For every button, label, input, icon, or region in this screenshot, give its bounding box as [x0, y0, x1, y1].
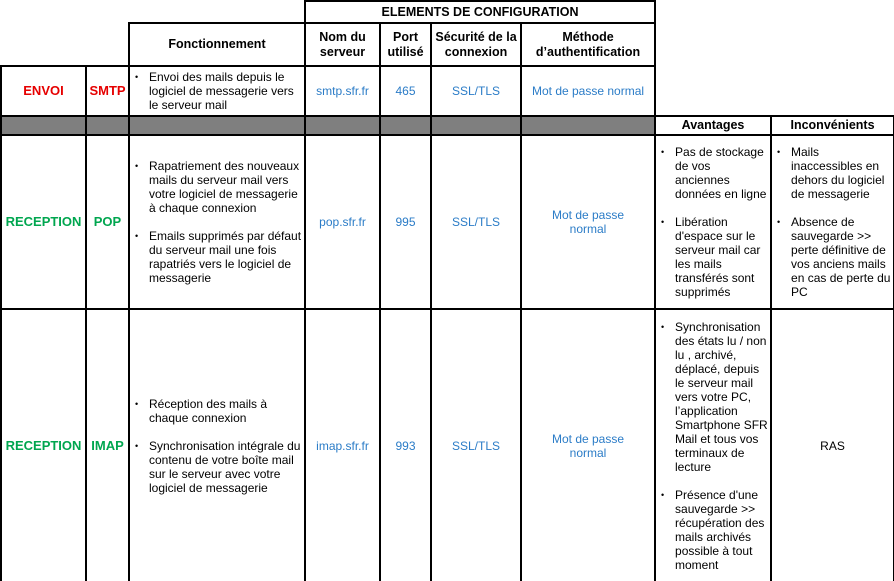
list-item: [132, 397, 302, 425]
empty-cell: [655, 66, 894, 116]
list-item: [658, 145, 768, 201]
col-header-fonctionnement: Fonctionnement: [129, 23, 305, 66]
bullet-icon: •: [135, 440, 139, 451]
list-item-text: Rapatriement des nouveaux mails du serveur mail vers votre logiciel de messagerie à chaque connexion: [149, 159, 300, 215]
row-pop-securite: SSL/TLS: [431, 135, 521, 309]
config-section-title: ELEMENTS DE CONFIGURATION: [305, 1, 655, 23]
list-item-text: Présence d'une sauvegarde >> récupération des mails archivés possible à tout moment: [675, 487, 765, 572]
list-item-text: Réception des mails à chaque connexion: [149, 396, 268, 425]
separator-bar: [380, 116, 431, 135]
list-item-text: Absence de sauvegarde >> perte définitive de vos anciens mails en cas de perte du PC: [791, 215, 891, 299]
col-header-port: Port utilisé: [380, 23, 431, 66]
row-pop-port: 995: [380, 135, 431, 309]
row-smtp-securite: SSL/TLS: [431, 66, 521, 116]
bullet-icon: •: [135, 398, 139, 409]
list-item: [774, 145, 891, 201]
separator-bar: [1, 116, 86, 135]
bullet-icon: •: [777, 217, 781, 227]
col-header-inconvenients: Inconvénients: [771, 116, 894, 135]
row-pop-protocol: POP: [86, 135, 129, 309]
row-smtp-port: 465: [380, 66, 431, 116]
separator-bar: [129, 116, 305, 135]
list-item-text: Mails inaccessibles en dehors du logiciel de messagerie: [791, 145, 885, 201]
separator-bar: [521, 116, 655, 135]
bullet-icon: •: [135, 161, 139, 171]
separator-bar: [305, 116, 380, 135]
methode-value: Mot de passe normal: [551, 431, 625, 460]
row-pop-avantages: [655, 135, 771, 309]
row-smtp-protocol: SMTP: [86, 66, 129, 116]
row-pop-fonctionnement: [129, 135, 305, 309]
bullet-icon: •: [777, 147, 781, 157]
row-imap-direction: RECEPTION: [1, 309, 86, 581]
empty-top-right: [655, 1, 894, 23]
list-item-text: Envoi des mails depuis le logiciel de messagerie vers le serveur mail: [149, 70, 294, 112]
col-header-nom-serveur: Nom du serveur: [305, 23, 380, 66]
row-imap-securite: SSL/TLS: [431, 309, 521, 581]
empty-cell: [655, 23, 894, 66]
row-imap-port: 993: [380, 309, 431, 581]
list-item-text: Emails supprimés par défaut du serveur mail une fois rapatriés vers le logiciel de messagerie: [149, 229, 302, 285]
row-imap-methode: [521, 309, 655, 581]
list-item-text: Synchronisation intégrale du contenu de votre boîte mail sur le serveur avec votre logiciel de messagerie: [149, 438, 301, 495]
row-pop-direction: RECEPTION: [1, 135, 86, 309]
list-item-text: Libération d'espace sur le serveur mail car les mails transférés sont supprimés: [675, 215, 761, 299]
row-imap-fonctionnement: [129, 309, 305, 581]
row-imap-serveur: imap.sfr.fr: [305, 309, 380, 581]
methode-value: Mot de passe normal: [551, 208, 625, 236]
separator-bar: [86, 116, 129, 135]
row-smtp-fonctionnement: [129, 66, 305, 116]
bullet-icon: •: [135, 231, 139, 241]
list-item: [658, 320, 768, 474]
row-pop-methode: [521, 135, 655, 309]
bullet-icon: •: [661, 321, 665, 332]
list-item: [132, 70, 302, 112]
bullet-icon: •: [661, 217, 665, 227]
row-pop-inconvenients: [771, 135, 894, 309]
list-item: [658, 215, 768, 299]
bullet-icon: •: [661, 147, 665, 157]
row-imap-inconvenients: RAS: [771, 309, 894, 581]
col-header-methode: Méthode d’authentification: [521, 23, 655, 66]
bullet-icon: •: [661, 489, 665, 500]
row-smtp-serveur: smtp.sfr.fr: [305, 66, 380, 116]
col-header-avantages: Avantages: [655, 116, 771, 135]
row-smtp-methode: Mot de passe normal: [521, 66, 655, 116]
bullet-icon: •: [135, 72, 139, 82]
list-item-text: Synchronisation des états lu / non lu , archivé, déplacé, depuis le serveur mail vers votre PC, l’application Smartphone SFR Mail et tous vos terminaux de lecture: [675, 319, 768, 474]
list-item-text: Pas de stockage de vos anciennes données en ligne: [675, 145, 767, 201]
list-item: [658, 488, 768, 572]
row-pop-serveur: pop.sfr.fr: [305, 135, 380, 309]
col-header-securite: Sécurité de la connexion: [431, 23, 521, 66]
list-item: [132, 439, 302, 495]
row-imap-avantages: [655, 309, 771, 581]
empty-cell: [1, 23, 129, 66]
separator-bar: [431, 116, 521, 135]
list-item: [132, 159, 302, 215]
list-item: [774, 215, 891, 299]
list-item: [132, 229, 302, 285]
row-imap-protocol: IMAP: [86, 309, 129, 581]
empty-top-left: [1, 1, 305, 23]
row-smtp-direction: ENVOI: [1, 66, 86, 116]
